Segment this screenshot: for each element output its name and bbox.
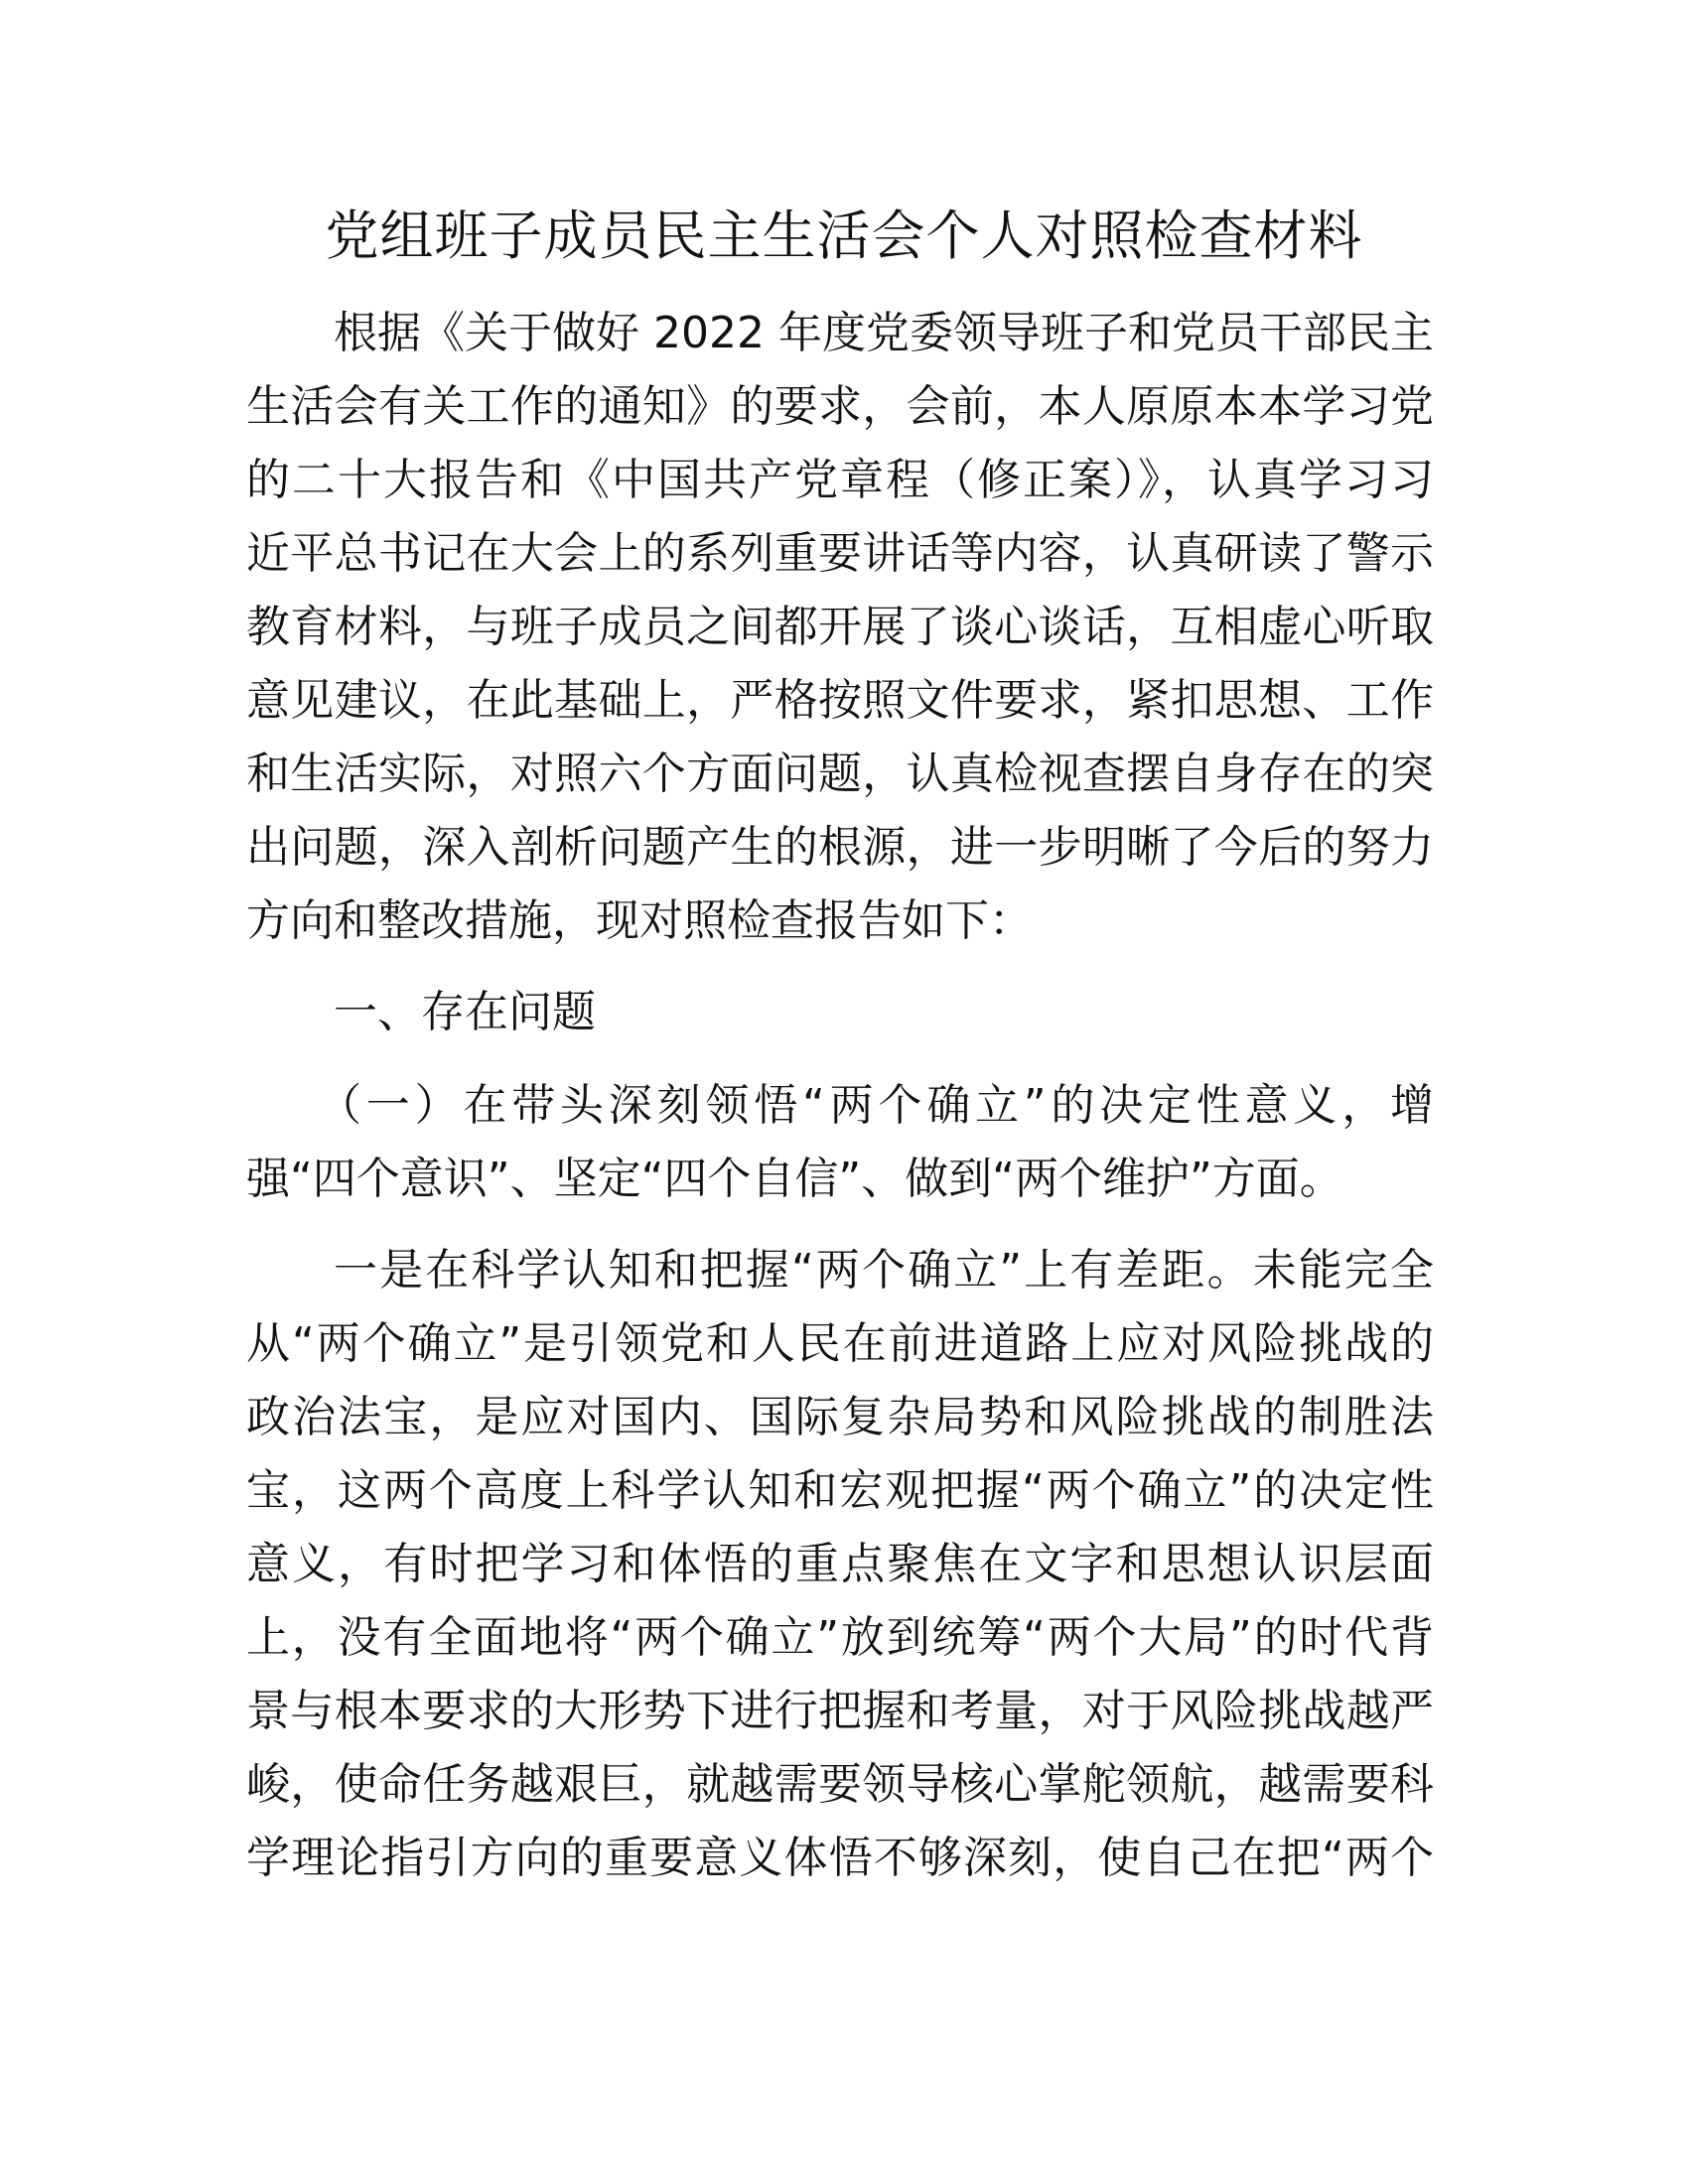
intro-line-8: 出问题，深入剖析问题产生的根源，进一步明晰了今后的努力 (246, 822, 1434, 873)
document-title: 党组班子成员民主生活会个人对照检查材料 (325, 205, 1363, 267)
intro-line-5: 教育材料，与班子成员之间都开展了谈心谈话，互相虚心听取 (246, 602, 1434, 652)
intro-line-3: 的二十大报告和《中国共产党章程（修正案）》，认真学习习 (246, 455, 1434, 505)
section-heading: 一、存在问题 (334, 987, 596, 1037)
intro-line-4: 近平总书记在大会上的系列重要讲话等内容，认真研读了警示 (246, 528, 1434, 579)
intro-line-9: 方向和整改措施，现对照检查报告如下： (246, 895, 1033, 946)
intro-line-7: 和生活实际，对照六个方面问题，认真检视查摆自身存在的突 (246, 749, 1434, 799)
point-line-4: 宝，这两个高度上科学认知和宏观把握“两个确立”的决定性 (246, 1465, 1434, 1516)
point-line-3: 政治法宝，是应对国内、国际复杂局势和风险挑战的制胜法 (246, 1392, 1434, 1442)
point-line-8: 峻，使命任务越艰巨，就越需要领导核心掌舵领航，越需要科 (246, 1759, 1434, 1810)
intro-line-2: 生活会有关工作的通知》的要求，会前，本人原原本本学习党 (246, 381, 1434, 432)
point-line-1: 一是在科学认知和把握“两个确立”上有差距。未能完全 (334, 1245, 1434, 1296)
point-line-5: 意义，有时把学习和体悟的重点聚焦在文字和思想认识层面 (246, 1539, 1434, 1589)
intro-line-6: 意见建议，在此基础上，严格按照文件要求，紧扣思想、工作 (246, 675, 1434, 726)
subsection-line-2: 强“四个意识”、坚定“四个自信”、做到“两个维护”方面。 (246, 1154, 1343, 1204)
point-line-6: 上，没有全面地将“两个确立”放到统筹“两个大局”的时代背 (246, 1612, 1434, 1663)
subsection-line-1: （一）在带头深刻领悟“两个确立”的决定性意义，增 (318, 1080, 1434, 1131)
point-line-9: 学理论指引方向的重要意义体悟不够深刻，使自己在把“两个 (246, 1833, 1434, 1883)
point-line-2: 从“两个确立”是引领党和人民在前进道路上应对风险挑战的 (246, 1318, 1434, 1369)
intro-line-1: 根据《关于做好 2022 年度党委领导班子和党员干部民主 (334, 308, 1434, 358)
point-line-7: 景与根本要求的大形势下进行把握和考量，对于风险挑战越严 (246, 1686, 1434, 1736)
